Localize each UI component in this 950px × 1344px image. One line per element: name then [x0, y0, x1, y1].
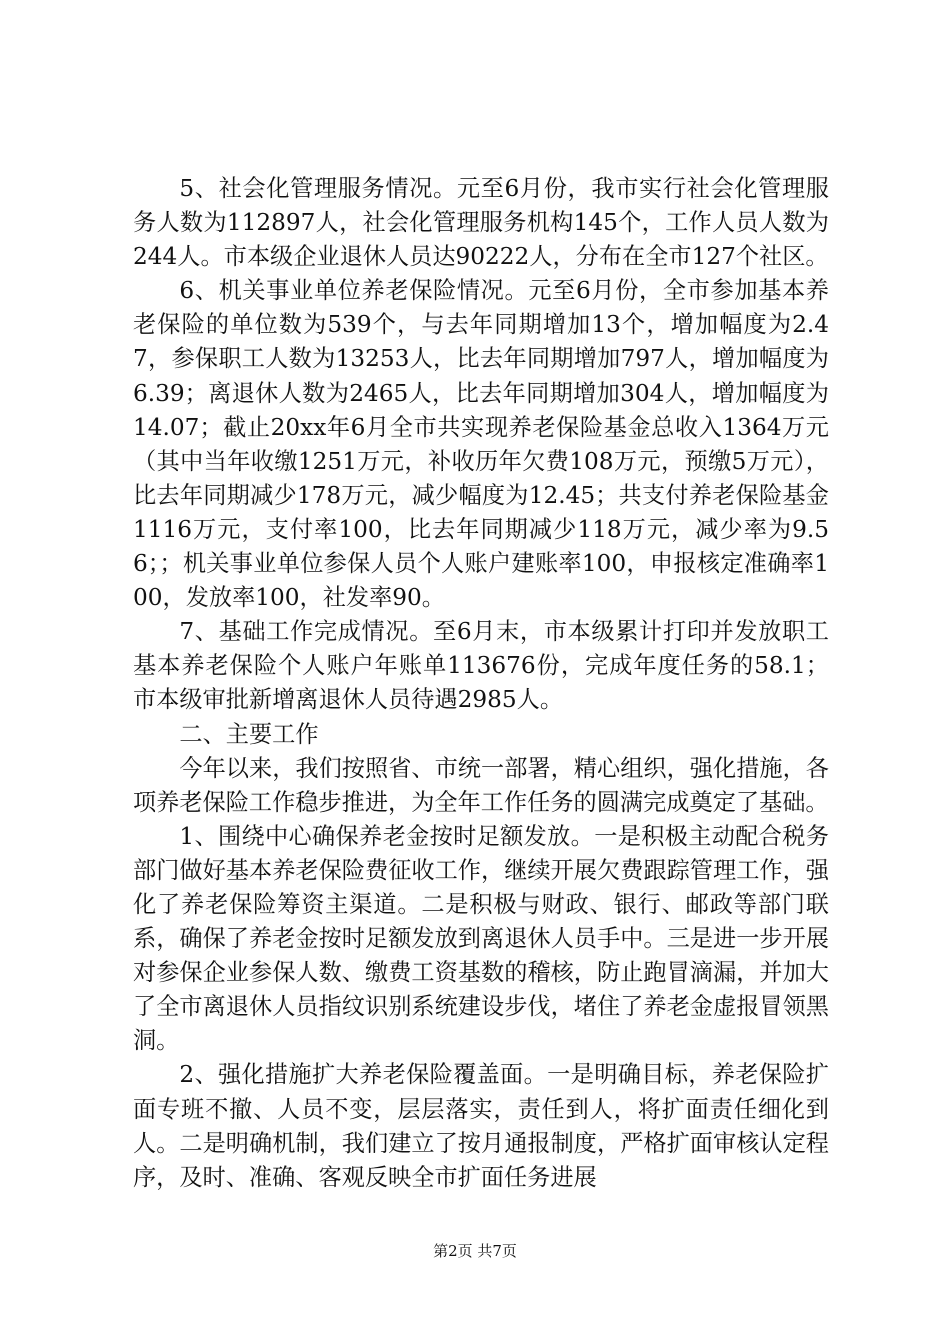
- page-number-footer: 第2页 共7页: [433, 1242, 517, 1260]
- document-body: [133, 172, 829, 1195]
- section-heading-main-work: 二、主要工作: [179, 720, 319, 748]
- paragraph-social-management: 5、社会化管理服务情况。元至6月份，我市实行社会化管理服务人数为112897人，社会化管理服务机构145个，工作人员人数为244人。市本级企业退休人员达90222人，分布在全市127个社区。: [133, 175, 829, 271]
- paragraph-coverage-expansion: 2、强化措施扩大养老保险覆盖面。一是明确目标，养老保险扩面专班不撤、人员不变，层层落实，责任到人，将扩面责任细化到人。二是明确机制，我们建立了按月通报制度，严格扩面审核认定程序，及时、准确、客观反映全市扩面任务进展: [133, 1061, 829, 1191]
- paragraph-intro: 今年以来，我们按照省、市统一部署，精心组织，强化措施，各项养老保险工作稳步推进，为全年工作任务的圆满完成奠定了基础。: [133, 754, 829, 816]
- paragraph-pension-payment: 1、围绕中心确保养老金按时足额发放。一是积极主动配合税务部门做好基本养老保险费征收工作，继续开展欠费跟踪管理工作，强化了养老保险筹资主渠道。二是积极与财政、银行、邮政等部门联系，确保了养老金按时足额发放到离退休人员手中。三是进一步开展对参保企业参保人数、缴费工资基数的稽核，防止跑冒滴漏，并加大了全市离退休人员指纹识别系统建设步伐，堵住了养老金虚报冒领黑洞。: [133, 822, 829, 1055]
- paragraph-basic-work: 7、基础工作完成情况。至6月末，市本级累计打印并发放职工基本养老保险个人账户年账单113676份，完成年度任务的58.1；市本级审批新增离退休人员待遇2985人。: [133, 618, 829, 714]
- paragraph-institution-pension: 6、机关事业单位养老保险情况。元至6月份，全市参加基本养老保险的单位数为539个，与去年同期增加13个，增加幅度为2.47，参保职工人数为13253人，比去年同期增加797人，增加幅度为6.39；离退休人数为2465人，比去年同期增加304人，增加幅度为14.07；截止20xx年6月全市共实现养老保险基金总收入1364万元（其中当年收缴1251万元，补收历年欠费108万元，预缴5万元），比去年同期减少178万元，减少幅度为12.45；共支付养老保险基金1116万元，支付率100，比去年同期减少118万元，减少率为9.56；；机关事业单位参保人员个人账户建账率100，申报核定准确率100，发放率100，社发率90。: [133, 277, 829, 612]
